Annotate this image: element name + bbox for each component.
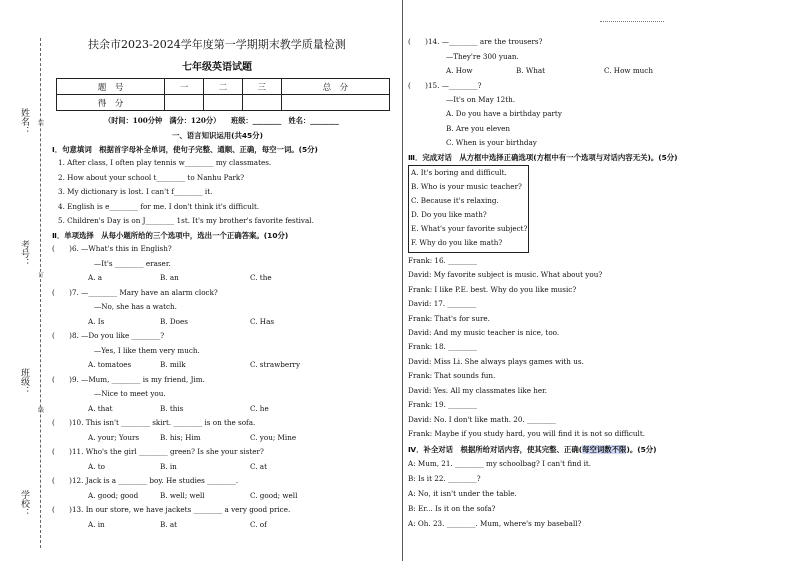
option-a[interactable]: A. good; good <box>88 491 139 500</box>
option-c[interactable]: C. strawberry <box>250 360 301 369</box>
box-option-a: A. It's boring and difficult. <box>411 168 507 177</box>
page-divider <box>402 0 403 561</box>
score-header-cell: 题 号 <box>57 79 165 95</box>
score-header-cell: 一 <box>165 79 204 95</box>
question-4: 4. English is e________ for me. I don't think it's difficult. <box>58 202 260 211</box>
dialogue-line: B: Er... Is it on the sofa? <box>408 504 496 513</box>
option-c[interactable]: C. you; Mine <box>250 433 297 442</box>
box-option-b: B. Who is your music teacher? <box>411 182 522 191</box>
question-8-sub: —Yes, I like them very much. <box>94 346 200 355</box>
margin-mark: 订 <box>38 272 45 279</box>
score-cell[interactable] <box>204 95 243 111</box>
binding-line <box>40 38 41 548</box>
dialogue-line: David: Yes. All my classmates like her. <box>408 386 548 395</box>
dialogue-line: Frank: 16. ________ <box>408 256 477 265</box>
dialogue-line: Frank: 18. ________ <box>408 342 477 351</box>
question-13-stem: ( )13. In our store, we have jackets ________ a very good price. <box>52 505 291 514</box>
score-row-label: 得 分 <box>57 95 165 111</box>
question-11-stem: ( )11. Who's the girl ________ green? Is she your sister? <box>52 447 264 456</box>
box-option-f: F. Why do you like math? <box>411 238 503 247</box>
option-b[interactable]: B. milk <box>160 360 186 369</box>
margin-mark: 装 <box>38 120 45 127</box>
option-c[interactable]: C. the <box>250 273 272 282</box>
option-b[interactable]: B. Are you eleven <box>446 124 511 133</box>
option-a[interactable]: A. that <box>88 404 113 413</box>
option-b[interactable]: B. Does <box>160 317 188 326</box>
dialogue-line: David: Miss Li. She always plays games with us. <box>408 357 584 366</box>
option-c[interactable]: C. How much <box>604 66 653 75</box>
option-a[interactable]: A. your; Yours <box>88 433 140 442</box>
question-6-sub: —It's ________ eraser. <box>94 259 171 268</box>
dialogue-line: David: And my music teacher is nice, too. <box>408 328 560 337</box>
dialogue-line: A: Mum, 21. ________ my schoolbag? I can't find it. <box>408 459 592 468</box>
score-table <box>56 78 390 111</box>
question-15-stem: ( )15. —________? <box>408 81 482 90</box>
dialogue-line: Frank: Maybe if you study hard, you will find it is not so difficult. <box>408 429 646 438</box>
box-option-c: C. Because it's relaxing. <box>411 196 499 205</box>
exam-info: （时间：100分钟 满分：120分） 班级：________ 姓名：________ <box>104 116 339 125</box>
option-b[interactable]: B. this <box>160 404 184 413</box>
question-7-stem: ( )7. —________ Mary have an alarm clock? <box>52 288 218 297</box>
option-b[interactable]: B. at <box>160 520 178 529</box>
margin-mark: 线 <box>38 407 45 414</box>
question-3: 3. My dictionary is lost. I can't f________ it. <box>58 187 213 196</box>
question-15-sub: —It's on May 12th. <box>446 95 516 104</box>
dialogue-line: Frank: 19. ________ <box>408 400 477 409</box>
dialogue-line: Frank: I like P.E. best. Why do you like music? <box>408 285 577 294</box>
dialogue-line: Frank: That sounds fun. <box>408 371 496 380</box>
part1-heading: Ⅰ．句意填词 根据首字母补全单词，使句子完整、通顺、正确，每空一词。(5分) <box>52 145 318 154</box>
option-a[interactable]: A. How <box>446 66 473 75</box>
question-14-stem: ( )14. —________ are the trousers? <box>408 37 543 46</box>
question-12-stem: ( )12. Jack is a ________ boy. He studies ________. <box>52 476 239 485</box>
option-b[interactable]: B. his; Him <box>160 433 201 442</box>
question-7-sub: —No, she has a watch. <box>94 302 177 311</box>
dialogue-line: A: Oh. 23. ________. Mum, where's my baseball? <box>408 519 582 528</box>
question-10-stem: ( )10. This isn't ________ skirt. ________ is on the sofa. <box>52 418 256 427</box>
score-header-cell: 总 分 <box>281 79 389 95</box>
part2-heading: Ⅱ．单项选择 从每小题所给的三个选项中，选出一个正确答案。(10分) <box>52 231 289 240</box>
question-8-stem: ( )8. —Do you like ________? <box>52 331 165 340</box>
question-2: 2. How about your school t________ to Nanhu Park? <box>58 173 245 182</box>
id-label: 考号： <box>19 240 29 267</box>
option-c[interactable]: C. Has <box>250 317 275 326</box>
question-5: 5. Children's Day is on J________ 1st. It's my brother's favorite festival. <box>58 216 314 225</box>
option-b[interactable]: B. well; well <box>160 491 205 500</box>
top-dots <box>600 21 664 22</box>
question-9-sub: —Nice to meet you. <box>94 389 166 398</box>
question-1: 1. After class, I often play tennis w________ my classmates. <box>58 158 272 167</box>
question-6-stem: ( )6. —What's this in English? <box>52 244 172 253</box>
name-label: 姓名： <box>19 108 29 135</box>
option-a[interactable]: A. Is <box>88 317 105 326</box>
question-9-stem: ( )9. —Mum, ________ is my friend, Jim. <box>52 375 205 384</box>
option-c[interactable]: C. of <box>250 520 267 529</box>
option-a[interactable]: A. to <box>88 462 105 471</box>
option-a[interactable]: A. Do you have a birthday party <box>446 109 562 118</box>
option-a[interactable]: A. tomatoes <box>88 360 132 369</box>
class-label: 班级： <box>19 368 29 395</box>
option-a[interactable]: A. a <box>88 273 103 282</box>
score-header-cell: 二 <box>204 79 243 95</box>
option-c[interactable]: C. he <box>250 404 269 413</box>
option-a[interactable]: A. in <box>88 520 105 529</box>
dialogue-line: David: 17. ________ <box>408 299 477 308</box>
dialogue-line: David: My favorite subject is music. What about you? <box>408 270 603 279</box>
exam-subtitle: 七年级英语试题 <box>182 62 252 73</box>
part3-heading: Ⅲ．完成对话 从方框中选择正确选项(方框中有一个选项与对话内容无关)。(5分) <box>408 153 678 162</box>
option-c[interactable]: C. at <box>250 462 267 471</box>
school-label: 学校： <box>19 490 29 517</box>
option-c[interactable]: C. good; well <box>250 491 298 500</box>
option-b[interactable]: B. What <box>516 66 546 75</box>
option-b[interactable]: B. in <box>160 462 177 471</box>
dialogue-line: David: No. I don't like math. 20. ________ <box>408 415 556 424</box>
option-c[interactable]: C. When is your birthday <box>446 138 537 147</box>
score-header-cell: 三 <box>242 79 281 95</box>
highlight-note: 每空词数不限 <box>582 445 627 454</box>
question-14-sub: —They're 300 yuan. <box>446 52 519 61</box>
box-option-d: D. Do you like math? <box>411 210 487 219</box>
dialogue-line: A: No, it isn't under the table. <box>408 489 517 498</box>
score-cell[interactable] <box>281 95 389 111</box>
score-cell[interactable] <box>165 95 204 111</box>
exam-title: 扶余市2023-2024学年度第一学期期末教学质量检测 <box>88 38 346 51</box>
box-option-e: E. What's your favorite subject? <box>411 224 528 233</box>
dialogue-line: Frank: That's for sure. <box>408 314 490 323</box>
part4-heading: Ⅳ．补全对话 根据所给对话内容，使其完整、正确(每空词数不限)。(5分) <box>408 445 657 454</box>
score-cell[interactable] <box>242 95 281 111</box>
section-heading: 一、语言知识运用(共45分) <box>172 131 263 140</box>
option-b[interactable]: B. an <box>160 273 179 282</box>
dialogue-line: B: Is it 22. ________? <box>408 474 481 483</box>
